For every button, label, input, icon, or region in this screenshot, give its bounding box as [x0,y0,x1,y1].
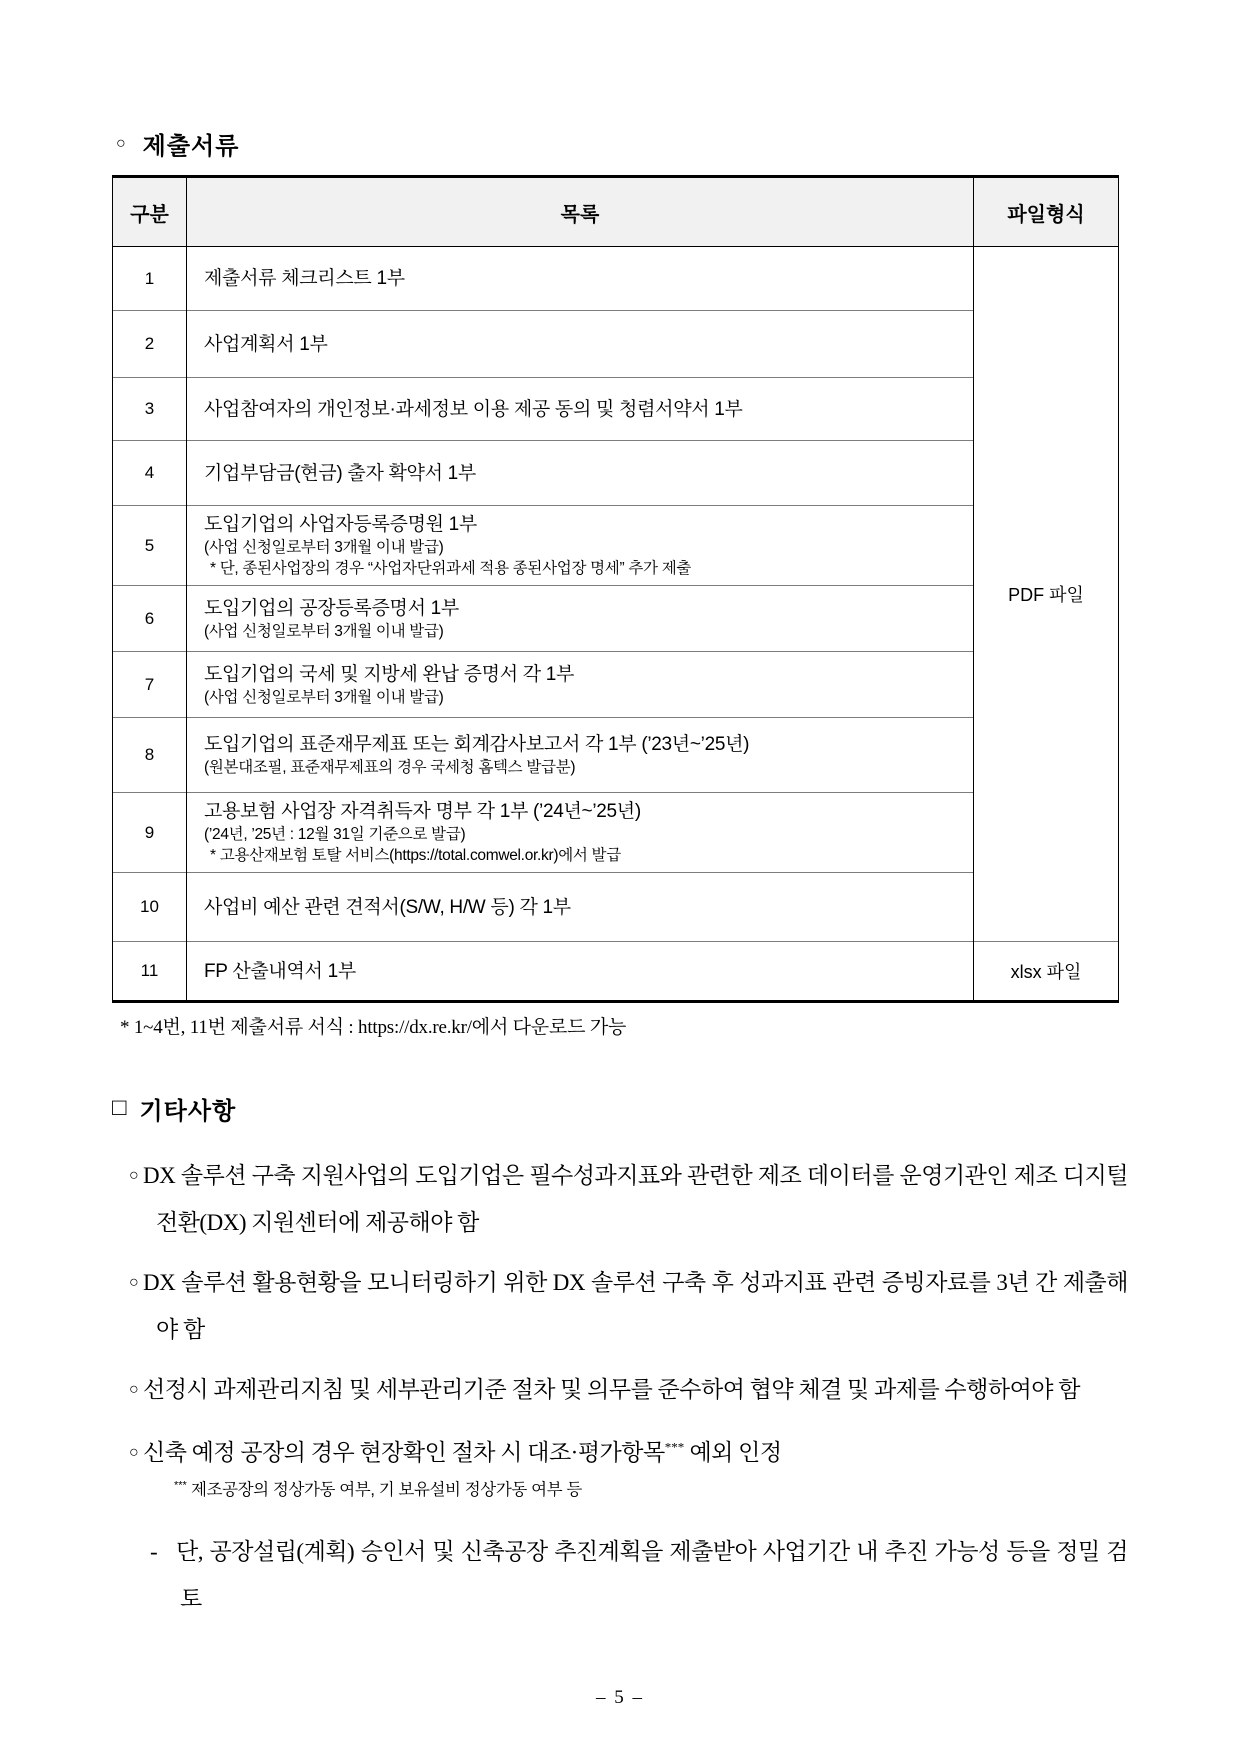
row-main-text: 도입기업의 표준재무제표 또는 회계감사보고서 각 1부 (’23년~’25년) [204,734,750,755]
row-number: 3 [113,378,187,441]
table-footnote: * 1~4번, 11번 제출서류 서식 : https://dx.re.kr/에서 다운로드 가능 [120,1017,627,1038]
row-main-text: 도입기업의 사업자등록증명원 1부 [204,514,477,535]
row-main-text: FP 산출내역서 1부 [204,960,356,982]
bullet-footnote-text: 제조공장의 정상가동 여부, 기 보유설비 정상가동 여부 등 [186,1481,582,1499]
circle-bullet-icon: ○ [129,1274,139,1291]
table-row [113,586,1119,652]
etc-bullet-list [112,1152,1128,1622]
list-item [112,1259,1128,1353]
table-row [113,441,1119,506]
header-list: 목록 [187,177,974,247]
row-sub-text: (사업 신청일로부터 3개월 이내 발급) [204,688,444,706]
list-item-text: 선정시 과제관리지침 및 세부관리기준 절차 및 의무를 준수하여 협약 체결 및 과제를 수행하여야 함 [143,1377,1080,1402]
header-no: 구분 [113,177,187,247]
row-number: 11 [113,942,187,1002]
list-item-text-after: 예외 인정 [684,1440,782,1465]
row-number: 6 [113,586,187,652]
row-number: 4 [113,441,187,506]
row-main-text: 고용보험 사업장 자격취득자 명부 각 1부 (’24년~’25년) [204,801,641,822]
row-main-text: 사업계획서 1부 [204,333,328,355]
table-row [113,718,1119,793]
table-row [113,873,1119,942]
table-row [113,652,1119,718]
row-main-text: 사업참여자의 개인정보·과세정보 이용 제공 동의 및 청렴서약서 1부 [204,398,743,420]
documents-section-title: 제출서류 [142,134,240,160]
list-item [112,1429,1128,1476]
table-row [113,506,1119,586]
table-row [113,793,1119,873]
row-number: 7 [113,652,187,718]
documents-table [112,175,1119,1003]
row-note-text: * 고용산재보험 토탈 서비스(https://total.comwel.or.kr)에서 발급 [210,847,621,864]
row-sub-text: (원본대조필, 표준재무제표의 경우 국세청 홈텍스 발급분) [204,759,576,776]
row-sub-text: (사업 신청일로부터 3개월 이내 발급) [204,622,444,640]
row-number: 1 [113,247,187,311]
row-main-text: 기업부담금(현금) 출자 확약서 1부 [204,462,476,484]
file-format-pdf: PDF 파일 [974,247,1119,942]
bullet-footnote [174,1478,1128,1502]
list-item-text [143,1429,1128,1476]
row-main-text: 사업비 예산 관련 견적서(S/W, H/W 등) 각 1부 [204,896,571,918]
row-main-text: 제출서류 체크리스트 1부 [204,268,405,289]
header-format: 파일형식 [974,177,1119,247]
circle-bullet-icon: ○ [129,1167,139,1184]
list-item [112,1366,1128,1413]
documents-section-heading [116,126,1128,161]
list-item-text: DX 솔루션 구축 지원사업의 도입기업은 필수성과지표와 관련한 제조 데이터를 운영기관인 제조 디지털전환(DX) 지원센터에 제공해야 함 [143,1163,1128,1235]
row-sub-text: (사업 신청일로부터 3개월 이내 발급) [204,539,444,556]
file-format-xlsx: xlsx 파일 [974,942,1119,1002]
etc-section-heading [112,1091,1128,1126]
asterisks-superscript: *** [174,1479,187,1492]
table-row [113,247,1119,311]
circle-bullet-icon: ○ [129,1381,139,1398]
circle-bullet-icon: ○ [129,1444,139,1461]
page-number: – 5 – [596,1687,644,1708]
table-row [113,942,1119,1002]
row-main-text: 도입기업의 공장등록증명서 1부 [204,597,459,619]
row-number: 2 [113,311,187,378]
row-number: 8 [113,718,187,793]
list-item-text: DX 솔루션 활용현황을 모니터링하기 위한 DX 솔루션 구축 후 성과지표 관련 증빙자료를 3년 간 제출해야 함 [143,1270,1128,1342]
row-main-text: 도입기업의 국세 및 지방세 완납 증명서 각 1부 [204,663,575,685]
dash-bullet-icon: - [150,1539,158,1564]
row-number: 5 [113,506,187,586]
row-note-text: * 단, 종된사업장의 경우 “사업자단위과세 적용 종된사업장 명세” 추가 제출 [210,560,692,577]
dash-list-item [150,1528,1128,1622]
list-item [112,1152,1128,1246]
asterisks-superscript: *** [664,1439,685,1455]
row-number: 9 [113,793,187,873]
dash-item-text: 단, 공장설립(계획) 승인서 및 신축공장 추진계획을 제출받아 사업기간 내 추진 가능성 등을 정밀 검토 [176,1539,1128,1611]
etc-section-title: 기타사항 [139,1099,237,1125]
row-number: 10 [113,873,187,942]
square-bullet-icon: □ [112,1095,128,1121]
circle-bullet-icon: ○ [116,134,127,152]
table-row [113,378,1119,441]
list-item-text-before: 신축 예정 공장의 경우 현장확인 절차 시 대조·평가항목 [143,1440,665,1465]
row-sub-text: (’24년, ’25년 : 12월 31일 기준으로 발급) [204,826,466,843]
table-header-row [113,177,1119,247]
table-row [113,311,1119,378]
